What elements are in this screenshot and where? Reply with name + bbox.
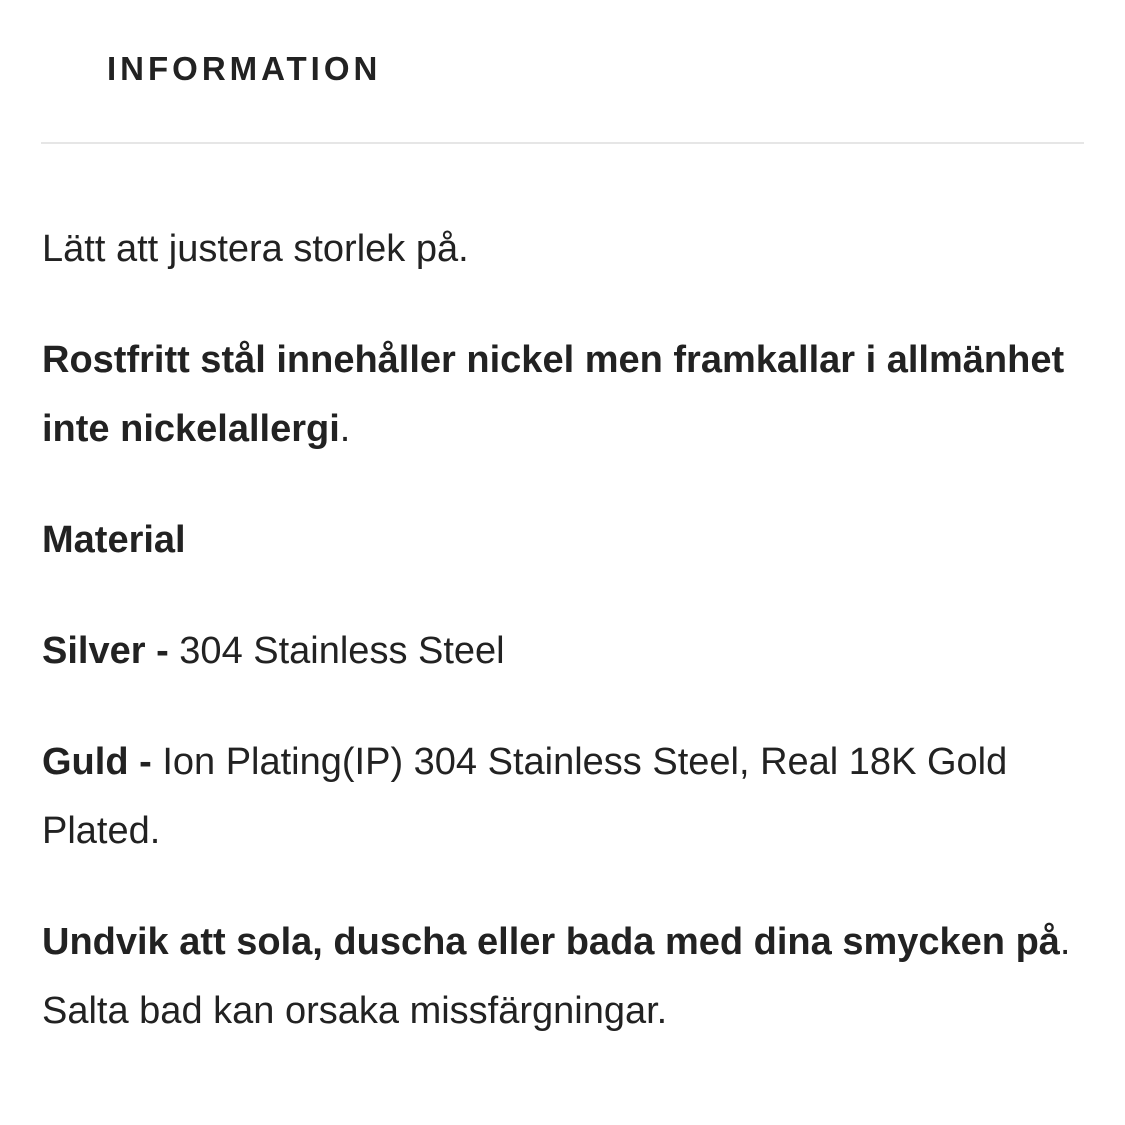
nickel-note-end: . <box>339 408 351 450</box>
section-title[interactable]: INFORMATION <box>107 50 382 87</box>
gold-label: Guld - <box>42 741 163 783</box>
gold-value: Ion Plating(IP) 304 Stainless Steel, Real 18K Gold Plated. <box>42 741 1008 852</box>
paragraph-nickel <box>42 326 1082 464</box>
nickel-note: Rostfritt stål innehåller nickel men framkallar i allmänhet inte nickelallergi <box>42 339 1065 450</box>
silver-value: 304 Stainless Steel <box>179 630 505 672</box>
paragraph-material <box>42 506 1082 575</box>
paragraph-gold <box>42 728 1082 866</box>
paragraph-care <box>42 908 1082 1046</box>
information-content <box>42 215 1082 1088</box>
care-warning: Undvik att sola, duscha eller bada med dina smycken på <box>42 921 1060 963</box>
material-heading: Material <box>42 519 186 561</box>
care-note: . Salta bad kan orsaka missfärgningar. <box>42 921 1071 1032</box>
silver-label: Silver - <box>42 630 180 672</box>
divider <box>41 142 1084 144</box>
paragraph-silver <box>42 617 1082 686</box>
paragraph-adjustable: Lätt att justera storlek på. <box>42 228 469 270</box>
